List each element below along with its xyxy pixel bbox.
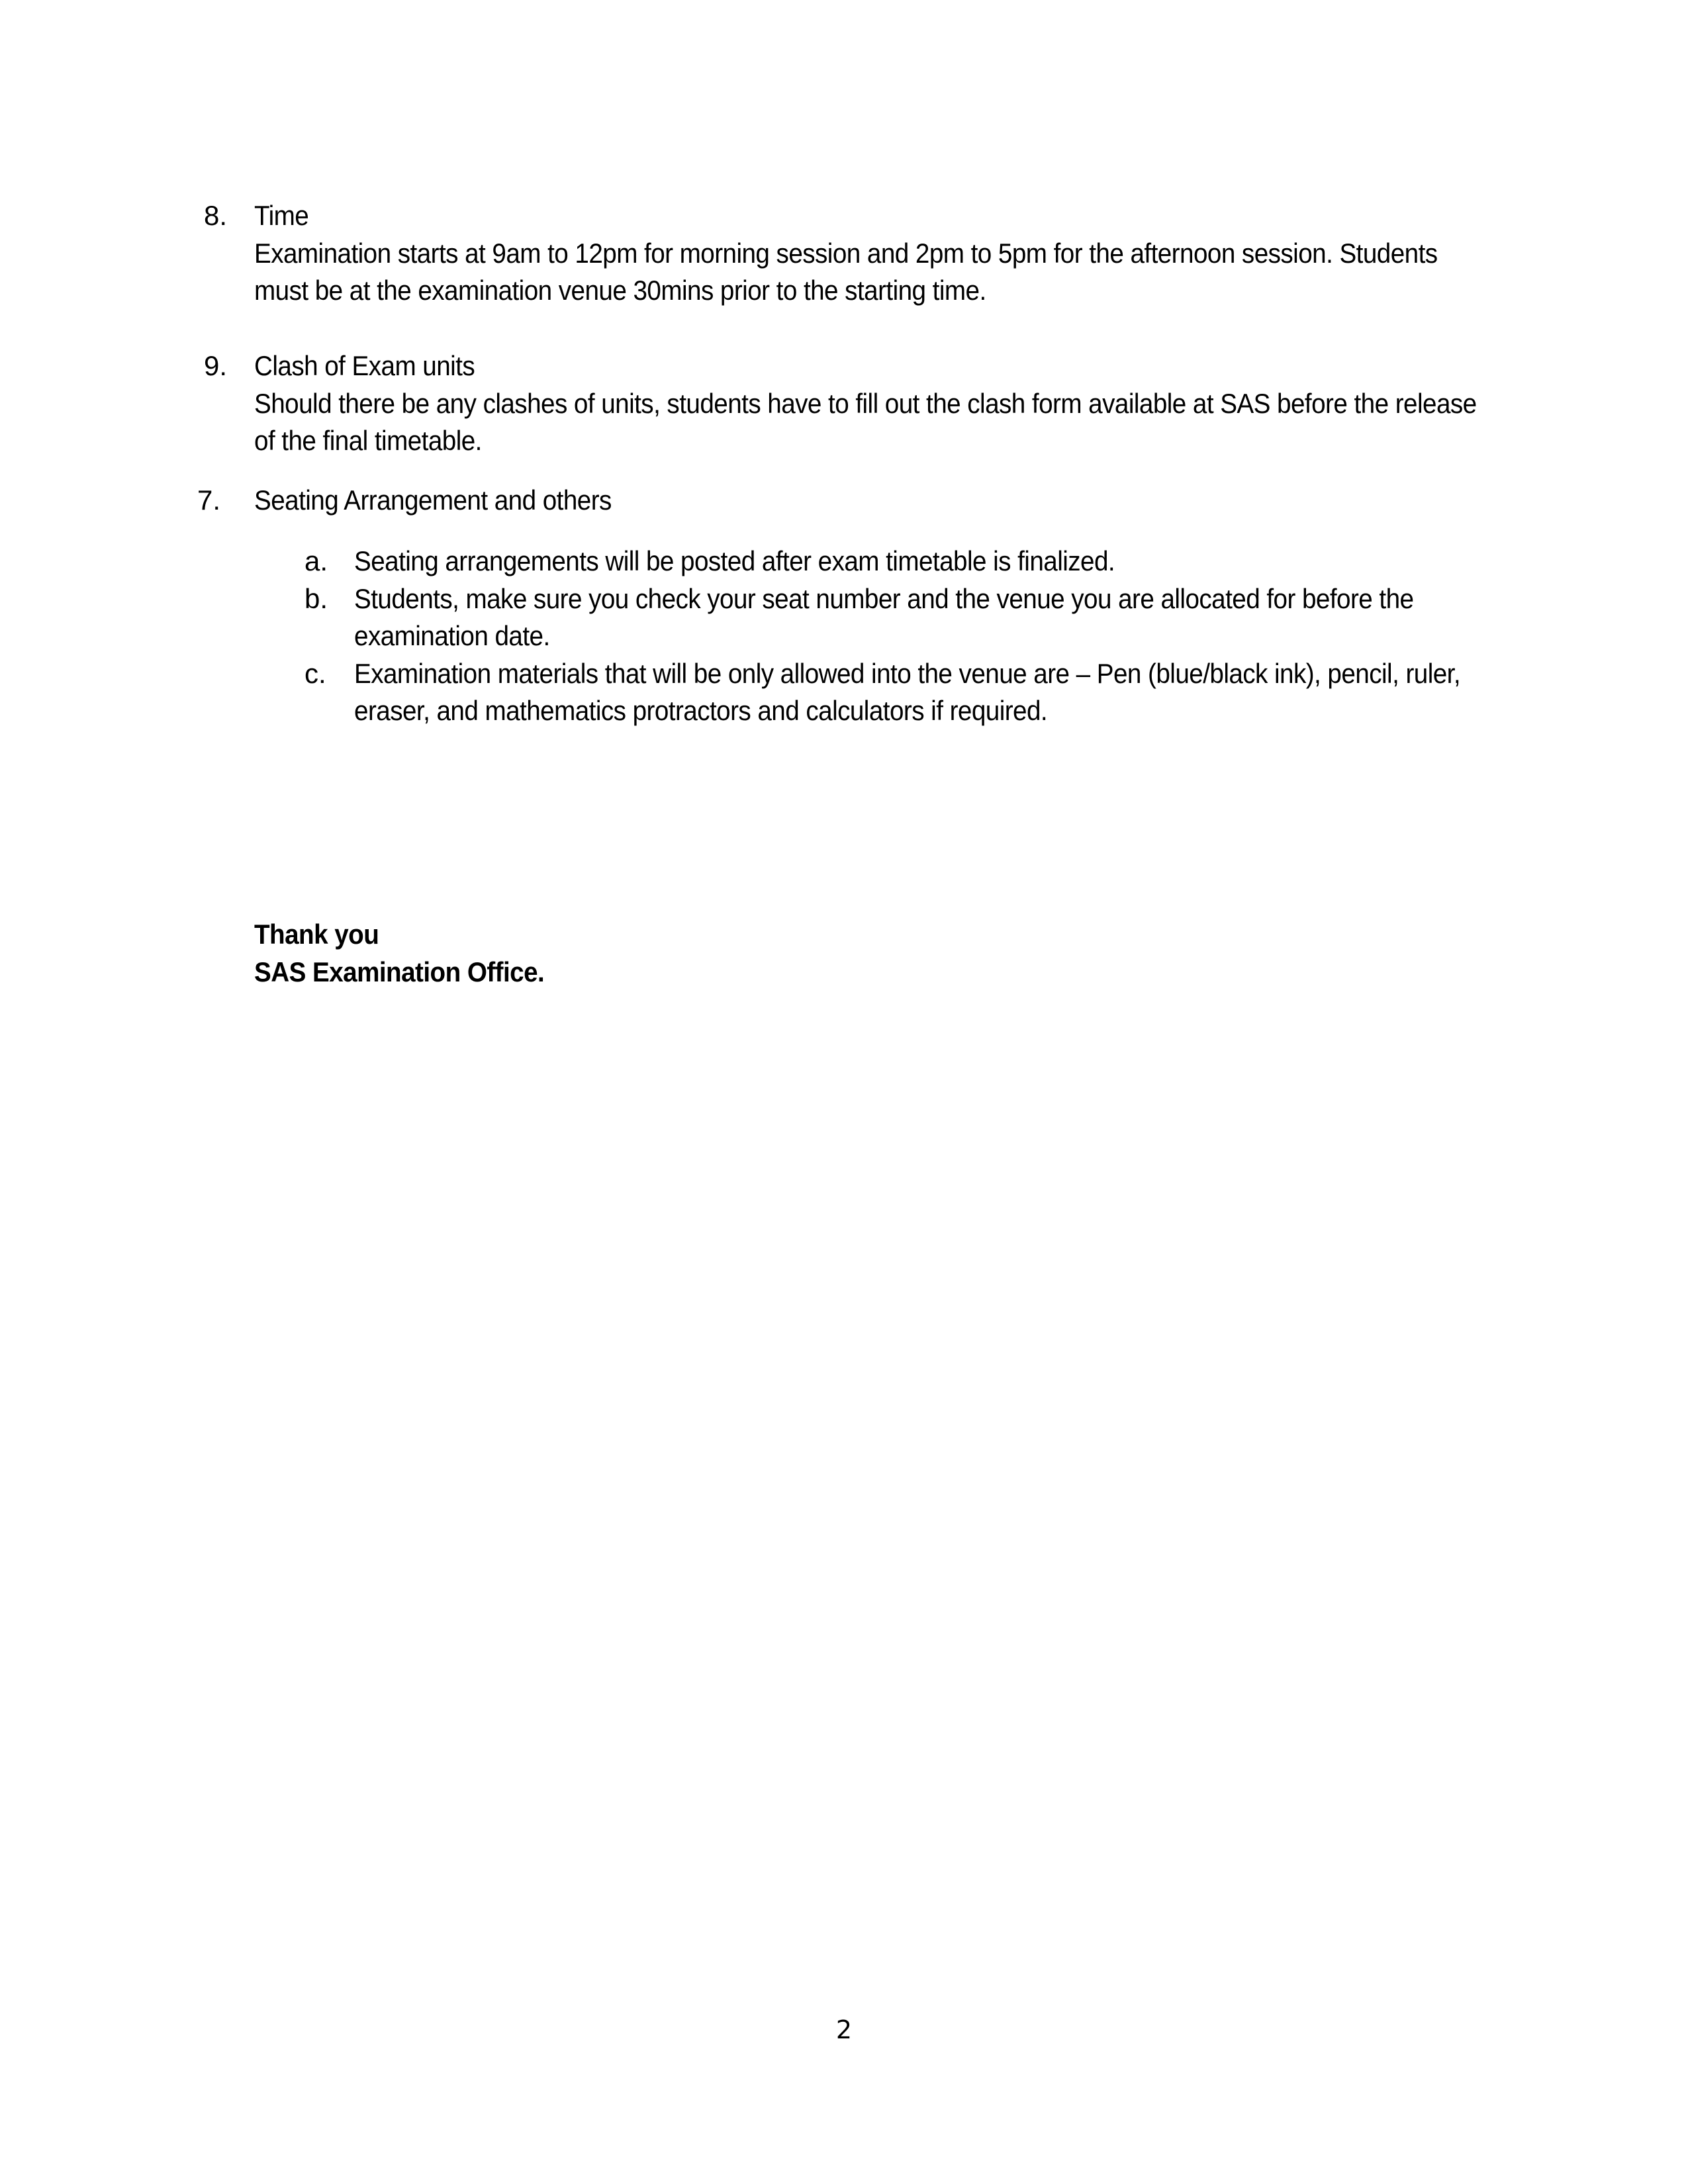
section-body-line: of the final timetable. (254, 425, 482, 456)
list-item-line: eraser, and mathematics protractors and calculators if required. (354, 695, 1048, 726)
section-body-line: must be at the examination venue 30mins prior to the starting time. (254, 275, 986, 306)
list-item-line: Students, make sure you check your seat number and the venue you are allocated for before the (354, 583, 1414, 614)
section-number: 7. (197, 484, 221, 516)
list-item-line: Seating arrangements will be posted after exam timetable is finalized. (354, 545, 1115, 576)
closing-thank-you: Thank you (254, 919, 379, 950)
section-number: 8. (204, 200, 228, 231)
section-body-line: Should there be any clashes of units, students have to fill out the clash form available at SAS before the release (254, 388, 1477, 419)
list-item-letter: a. (305, 545, 328, 576)
list-item-letter: b. (305, 583, 328, 614)
list-item-letter: c. (305, 658, 326, 689)
section-title: Time (254, 200, 309, 231)
section-title: Seating Arrangement and others (254, 484, 612, 516)
section-number: 9. (204, 350, 228, 381)
section-body-line: Examination starts at 9am to 12pm for morning session and 2pm to 5pm for the afternoon session. Students (254, 238, 1438, 269)
list-item-line: examination date. (354, 620, 550, 651)
closing-office: SAS Examination Office. (254, 956, 545, 987)
page-number: 2 (835, 2015, 853, 2044)
section-title: Clash of Exam units (254, 350, 475, 381)
list-item-line: Examination materials that will be only allowed into the venue are – Pen (blue/black ink), pencil, ruler, (354, 658, 1461, 689)
